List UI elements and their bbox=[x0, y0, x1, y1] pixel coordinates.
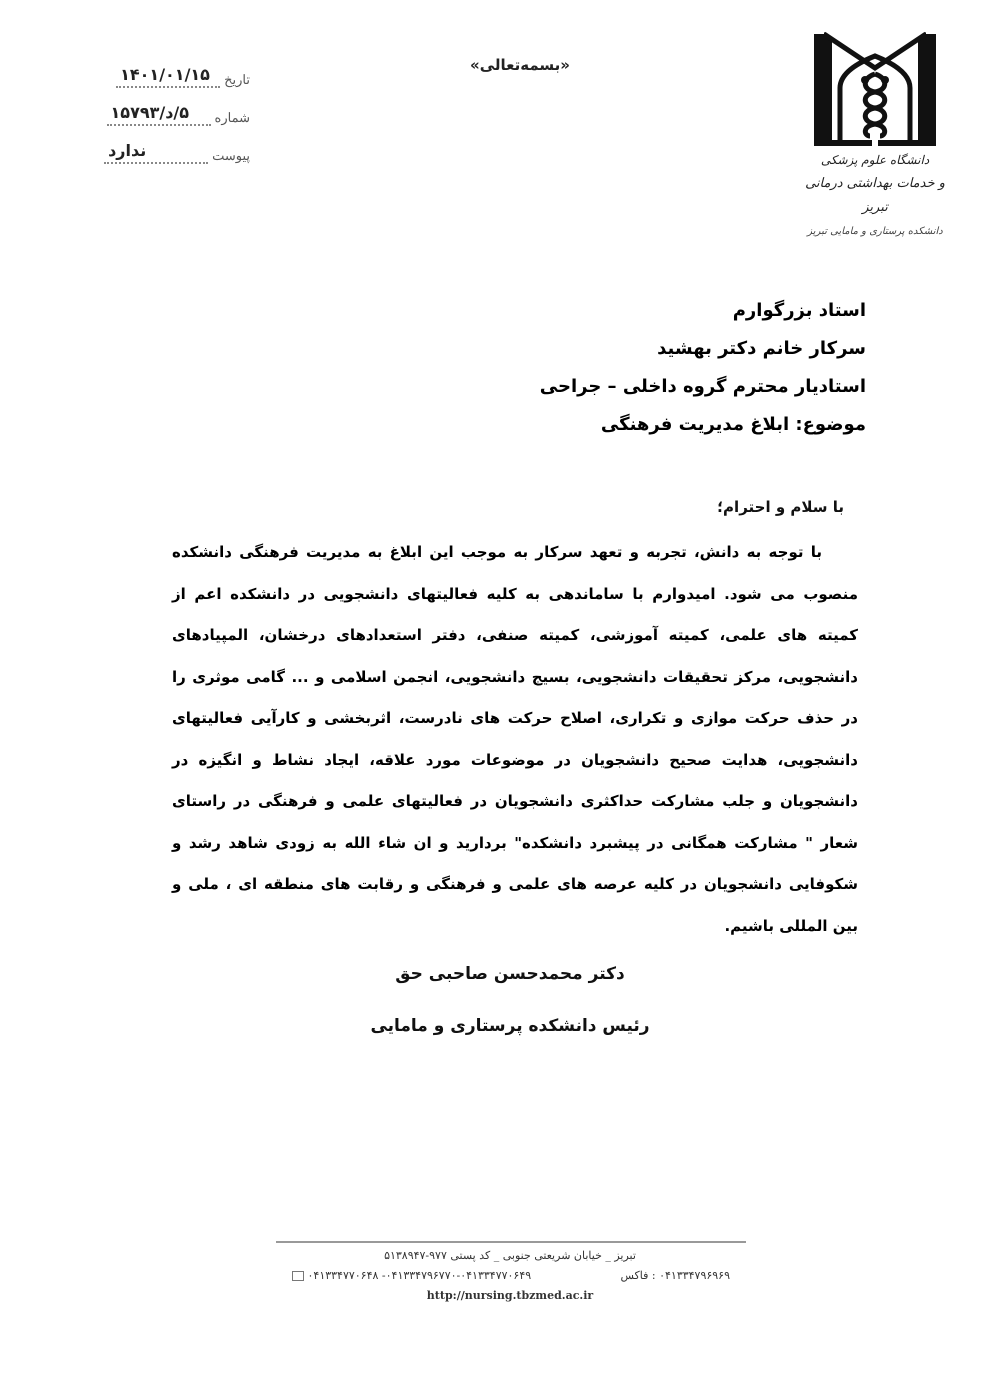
logo-caption bbox=[800, 148, 950, 244]
letter-meta bbox=[100, 50, 250, 164]
footer-phones-wrap bbox=[290, 1266, 531, 1286]
logo-caption-university: دانشگاه علوم پزشکی bbox=[820, 153, 930, 167]
footer-address: تبریز _ خیابان شریعتی جنوبی _ کد پستی ۹۷۷-۵۱۳۸۹۴۷ bbox=[384, 1249, 636, 1262]
attachment-label: پیوست bbox=[212, 149, 250, 164]
number-label: شماره bbox=[214, 111, 250, 126]
letter-body bbox=[172, 532, 858, 947]
footer-divider bbox=[276, 1241, 746, 1243]
date-value: ۱۴۰۱/۰۱/۱۵ bbox=[116, 65, 220, 88]
logo-caption-services: و خدمات بهداشتی درمانی تبریز bbox=[805, 176, 945, 215]
letter-subject: موضوع: ابلاغ مدیریت فرهنگی bbox=[600, 414, 866, 435]
addressee-block bbox=[446, 292, 866, 444]
addressee-name: سرکار خانم دکتر بهشید bbox=[657, 338, 866, 359]
signatory-name: دکتر محمدحسن صاحبی حق bbox=[395, 964, 625, 984]
addressee-position: استادیار محترم گروه داخلی – جراحی bbox=[539, 376, 866, 397]
greeting: با سلام و احترام؛ bbox=[717, 498, 844, 516]
bismillah-heading: «بسمه‌تعالی» bbox=[470, 56, 570, 74]
signature-block bbox=[360, 948, 660, 1052]
date-row bbox=[100, 50, 250, 88]
signatory-title: رئیس دانشکده پرستاری و مامایی bbox=[370, 1016, 650, 1036]
footer-fax: ۰۴۱۳۳۴۷۹۶۹۶۹ : فاکس bbox=[620, 1269, 730, 1282]
number-value: ۵/د/۱۵۷۹۳ bbox=[107, 103, 211, 126]
letter-footer bbox=[290, 1246, 730, 1306]
university-logo bbox=[800, 28, 950, 237]
footer-website-link[interactable]: http://nursing.tbzmed.ac.ir bbox=[426, 1289, 594, 1302]
footer-phones: ۰۴۱۳۳۴۷۹۶۷۷۰-۰۴۱۳۳۴۷۷۰۶۴۹- ۰۴۱۳۳۴۷۷۰۶۴۸ bbox=[307, 1269, 532, 1282]
telephone-icon bbox=[292, 1271, 304, 1281]
number-row bbox=[100, 88, 250, 126]
body-paragraph: با توجه به دانش، تجربه و تعهد سرکار به موجب این ابلاغ به مدیریت فرهنگی دانشکده منصوب می شود. امیدوارم با ساماندهی به کلیه فعالیتهای دانشجویی در دانشکده اعم از کمیته های علمی، کمیته آموزشی، کمیته صنفی، دفتر استعدادهای درخشان، المپیادهای دانشجویی، مرکز تحقیقات دانشجویی، بسیج دانشجویی، انجمن اسلامی و ... گامی موثری را در حذف حرکت موازی و تکراری، اصلاح حرکت های نادرست، اثربخشی و کارآیی فعالیتهای دانشجویی، هدایت صحیح دانشجویان در موضوعات مورد علاقه، ایجاد نشاط و انگیزه در دانشجویان و جلب مشارکت حداکثری دانشجویان در فعالیتهای علمی و فرهنگی در راستای شعار " مشارکت همگانی در پیشبرد دانشکده" بردارید و ان شاء الله به زودی شاهد رشد و شکوفایی دانشجویان در کلیه عرصه های علمی و فرهنگی و رقابت های منطقه ای ، ملی و بین المللی باشیم. bbox=[172, 543, 858, 935]
logo-caption-faculty: دانشکده پرستاری و مامایی تبریز bbox=[807, 226, 943, 237]
footer-contact-row bbox=[290, 1266, 730, 1286]
university-emblem-icon bbox=[810, 28, 940, 153]
attachment-value: ندارد bbox=[104, 141, 208, 164]
addressee-salutation: استاد بزرگوارم bbox=[732, 300, 866, 321]
date-label: تاریخ bbox=[224, 73, 250, 88]
attachment-row bbox=[100, 126, 250, 164]
